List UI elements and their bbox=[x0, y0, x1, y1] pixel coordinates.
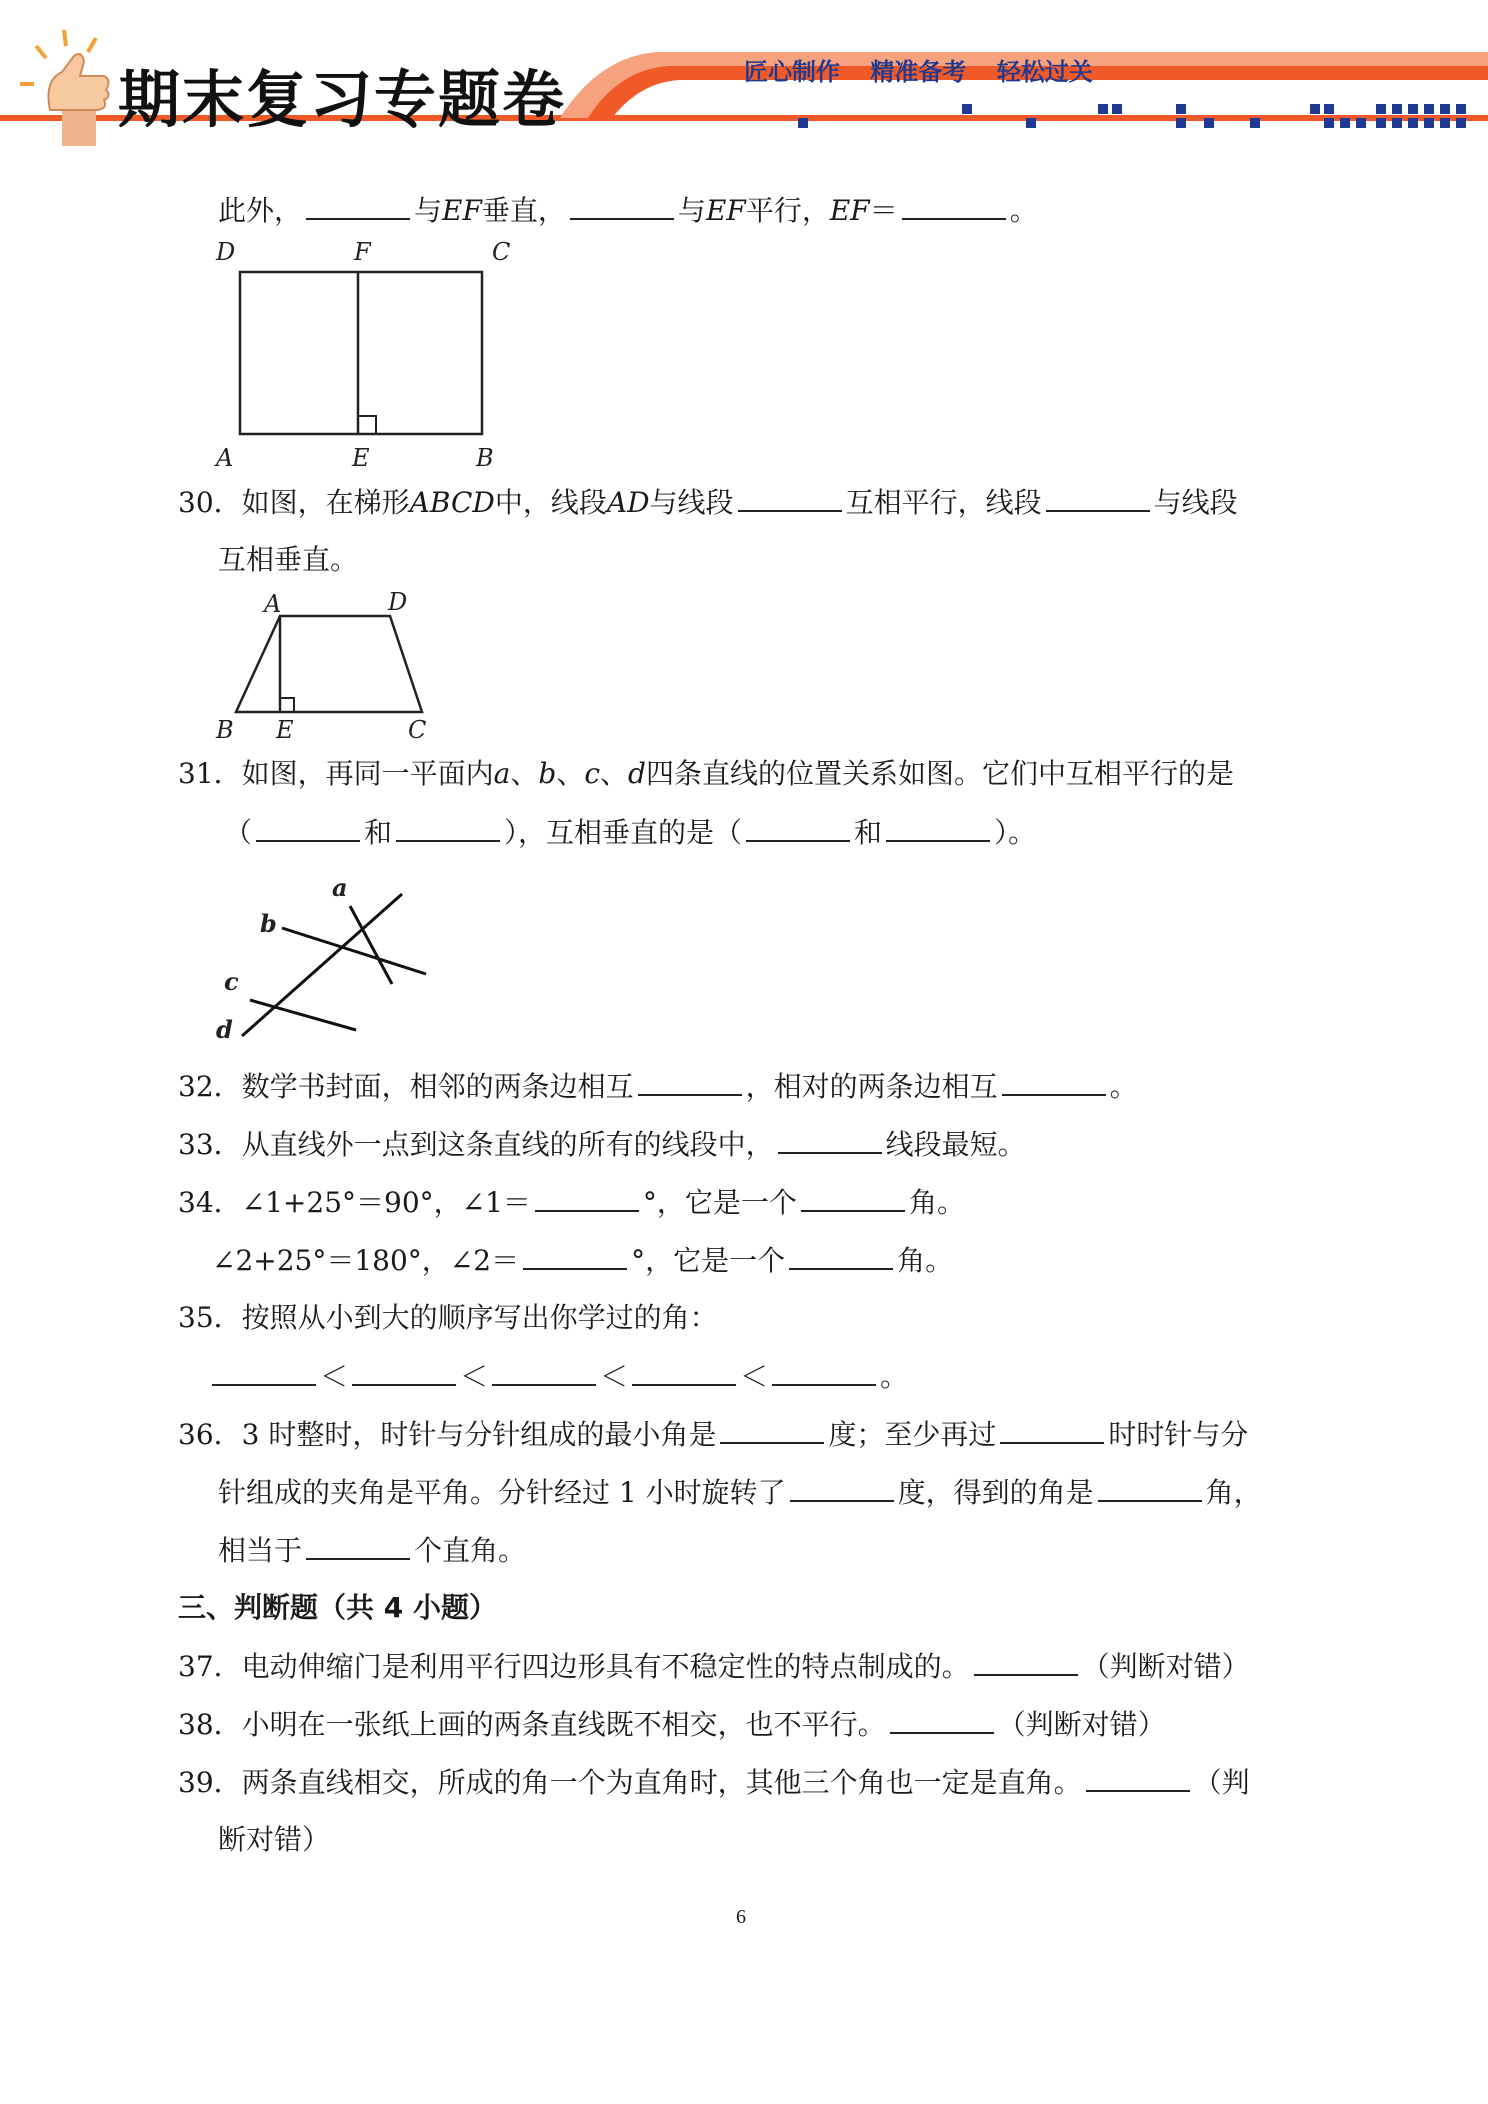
q31-line1: 31．如图，再同一平面内a、b、c、d四条直线的位置关系如图。它们中互相平行的是 bbox=[178, 757, 1234, 790]
answer-blank[interactable] bbox=[523, 1240, 627, 1270]
answer-blank[interactable] bbox=[492, 1356, 596, 1386]
page-number: 6 bbox=[736, 1906, 746, 1928]
answer-blank[interactable] bbox=[772, 1356, 876, 1386]
page-header bbox=[0, 0, 1488, 150]
answer-blank[interactable] bbox=[1000, 1414, 1104, 1444]
q36-line3: 相当于 个直角。 bbox=[218, 1530, 526, 1571]
label-E: E bbox=[276, 716, 294, 744]
answer-blank[interactable] bbox=[746, 812, 850, 842]
label-C: C bbox=[492, 238, 511, 266]
answer-blank[interactable] bbox=[632, 1356, 736, 1386]
q31-line2: （ 和 ），互相垂直的是（ 和 ）。 bbox=[224, 812, 1036, 853]
q39-line2: 断对错） bbox=[218, 1823, 331, 1856]
q30-line2: 互相垂直。 bbox=[218, 543, 359, 576]
answer-blank[interactable] bbox=[352, 1356, 456, 1386]
answer-blank[interactable] bbox=[306, 1530, 410, 1560]
q39-line1: 39．两条直线相交，所成的角一个为直角时，其他三个角也一定是直角。 （判 bbox=[178, 1762, 1250, 1803]
answer-blank[interactable] bbox=[638, 1066, 742, 1096]
answer-blank[interactable] bbox=[256, 812, 360, 842]
rectangle-figure bbox=[200, 236, 520, 476]
answer-blank[interactable] bbox=[738, 482, 842, 512]
q30-line1: 30．如图，在梯形ABCD中，线段AD与线段 互相平行，线段 与线段 bbox=[178, 482, 1238, 523]
thumb-up-icon bbox=[20, 30, 109, 146]
q32-line: 32．数学书封面，相邻的两条边相互 ，相对的两条边相互 。 bbox=[178, 1066, 1138, 1107]
answer-blank[interactable] bbox=[1002, 1066, 1106, 1096]
q37-line: 37．电动伸缩门是利用平行四边形具有不稳定性的特点制成的。 （判断对错） bbox=[178, 1646, 1250, 1687]
answer-blank[interactable] bbox=[212, 1356, 316, 1386]
answer-blank[interactable] bbox=[801, 1182, 905, 1212]
answer-blank[interactable] bbox=[396, 812, 500, 842]
answer-blank[interactable] bbox=[1098, 1472, 1202, 1502]
trapezoid-figure bbox=[200, 588, 460, 748]
answer-blank[interactable] bbox=[535, 1182, 639, 1212]
section-title: 三、判断题（共 4 小题） bbox=[178, 1591, 497, 1624]
q34-line1: 34．∠1+25°＝90°，∠1＝ °，它是一个 角。 bbox=[178, 1182, 965, 1223]
q34-line2: ∠2+25°＝180°，∠2＝ °，它是一个 角。 bbox=[212, 1240, 953, 1281]
q29-line: 此外， 与EF垂直， 与EF平行，EF＝ 。 bbox=[218, 190, 1038, 231]
label-a: a bbox=[332, 873, 348, 902]
answer-blank[interactable] bbox=[974, 1646, 1078, 1676]
answer-blank[interactable] bbox=[570, 190, 674, 220]
q33-line: 33．从直线外一点到这条直线的所有的线段中， 线段最短。 bbox=[178, 1124, 1026, 1165]
label-B: B bbox=[476, 444, 494, 472]
q36-line2: 针组成的夹角是平角。分针经过 1 小时旋转了 度，得到的角是 角， bbox=[218, 1472, 1262, 1513]
label-b: b bbox=[260, 909, 277, 938]
header-title: 期末复习专题卷 bbox=[118, 63, 567, 136]
answer-blank[interactable] bbox=[1046, 482, 1150, 512]
label-B: B bbox=[216, 716, 234, 744]
q35-line2: ＜ ＜ ＜ ＜ 。 bbox=[208, 1356, 908, 1397]
q36-line1: 36．3 时整时，时针与分针组成的最小角是 度；至少再过 时时针与分 bbox=[178, 1414, 1248, 1455]
label-d: d bbox=[216, 1015, 233, 1044]
label-A: A bbox=[216, 444, 234, 472]
answer-blank[interactable] bbox=[720, 1414, 824, 1444]
four-lines-figure bbox=[200, 866, 460, 1046]
answer-blank[interactable] bbox=[789, 1240, 893, 1270]
label-A: A bbox=[264, 590, 282, 618]
answer-blank[interactable] bbox=[778, 1124, 882, 1154]
label-E: E bbox=[352, 444, 370, 472]
answer-blank[interactable] bbox=[306, 190, 410, 220]
q35-line1: 35．按照从小到大的顺序写出你学过的角： bbox=[178, 1301, 718, 1334]
label-C: C bbox=[408, 716, 427, 744]
answer-blank[interactable] bbox=[790, 1472, 894, 1502]
answer-blank[interactable] bbox=[890, 1704, 994, 1734]
q38-line: 38．小明在一张纸上画的两条直线既不相交，也不平行。 （判断对错） bbox=[178, 1704, 1166, 1745]
answer-blank[interactable] bbox=[902, 190, 1006, 220]
label-D: D bbox=[216, 238, 236, 266]
label-D: D bbox=[388, 588, 408, 616]
answer-blank[interactable] bbox=[886, 812, 990, 842]
label-c: c bbox=[224, 967, 239, 996]
header-slogan: 匠心制作 精准备考 轻松过关 bbox=[744, 58, 1093, 86]
label-F: F bbox=[354, 238, 371, 266]
answer-blank[interactable] bbox=[1086, 1762, 1190, 1792]
